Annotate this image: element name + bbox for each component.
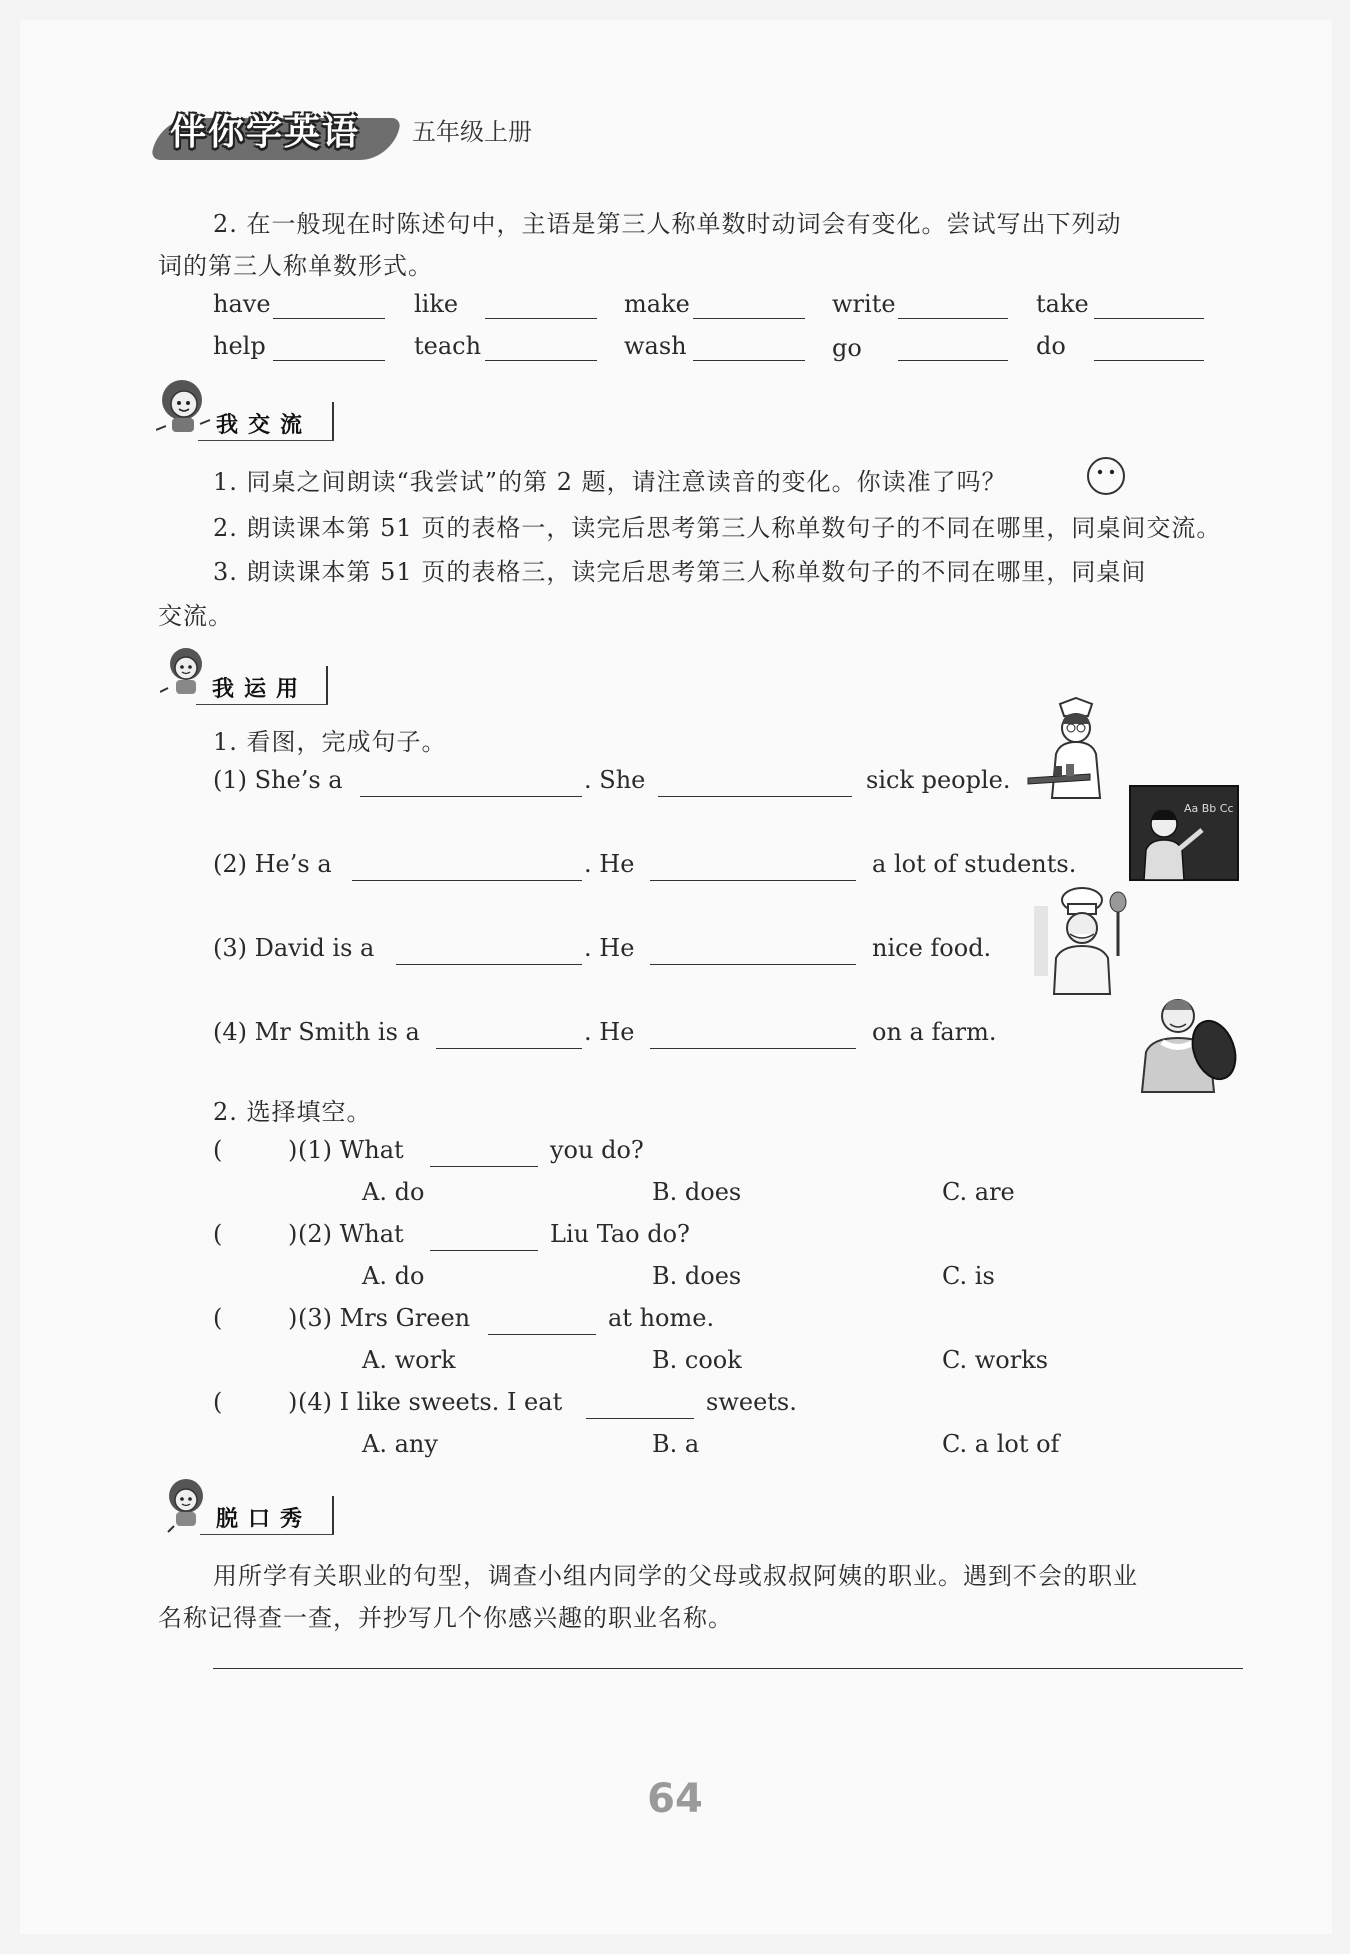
girl-mascot-icon	[160, 644, 210, 702]
q2-item2-option-b[interactable]: B. does	[652, 1262, 742, 1290]
q2-item1-option-c[interactable]: C. are	[942, 1178, 1015, 1206]
word-have: have	[213, 290, 271, 318]
answer-paren-close: )	[288, 1136, 298, 1164]
teacher-illustration-icon	[1128, 784, 1240, 882]
q1-row2-prefix: (2) He’s a	[213, 850, 332, 878]
answer-blank[interactable]	[436, 1048, 582, 1049]
answer-blank[interactable]	[430, 1166, 538, 1167]
answer-blank[interactable]	[273, 360, 385, 361]
heading-divider	[326, 666, 328, 704]
try-q2-line2: 词的第三人称单数形式。	[158, 252, 433, 280]
answer-paren-close: )	[288, 1388, 298, 1416]
smiley-face-icon	[1086, 456, 1126, 496]
answer-blank[interactable]	[658, 796, 852, 797]
answer-blank[interactable]	[1094, 360, 1204, 361]
answer-blank[interactable]	[485, 360, 597, 361]
section-heading-apply: 我运用	[212, 677, 309, 702]
answer-paren-close: )	[288, 1304, 298, 1332]
cook-illustration-icon	[1032, 886, 1136, 996]
q2-item3-stem-end: at home.	[608, 1304, 715, 1332]
heading-divider	[332, 1496, 334, 1534]
answer-blank[interactable]	[360, 796, 582, 797]
q2-item3-stem: (3) Mrs Green	[298, 1304, 471, 1332]
q2-item2-stem-end: Liu Tao do?	[550, 1220, 690, 1248]
word-make: make	[624, 290, 690, 318]
communicate-item-2: 2. 朗读课本第 51 页的表格一，读完后思考第三人称单数句子的不同在哪里，同桌间交流。	[213, 514, 1222, 542]
answer-blank[interactable]	[650, 964, 856, 965]
answer-blank[interactable]	[693, 360, 805, 361]
q2-item3-option-a[interactable]: A. work	[362, 1346, 456, 1374]
apply-q1-title: 1. 看图，完成句子。	[213, 728, 447, 756]
board-text: Aa Bb Cc	[1184, 802, 1234, 815]
answer-blank[interactable]	[650, 1048, 856, 1049]
q1-row4-mid: . He	[584, 1018, 635, 1046]
try-q2-line1: 2. 在一般现在时陈述句中，主语是第三人称单数时动词会有变化。尝试写出下列动	[213, 210, 1122, 238]
answer-blank[interactable]	[430, 1250, 538, 1251]
answer-paren-open[interactable]: (	[213, 1220, 223, 1248]
q2-item1-stem-end: you do?	[550, 1136, 644, 1164]
q1-row1-prefix: (1) She’s a	[213, 766, 343, 794]
answer-blank[interactable]	[898, 318, 1008, 319]
answer-blank[interactable]	[1094, 318, 1204, 319]
answer-blank[interactable]	[650, 880, 856, 881]
section-heading-communicate: 我交流	[216, 413, 313, 438]
nurse-illustration-icon	[1026, 694, 1126, 802]
word-wash: wash	[624, 332, 687, 360]
q1-row2-mid: . He	[584, 850, 635, 878]
word-go: go	[832, 334, 862, 362]
answer-blank[interactable]	[396, 964, 582, 965]
q2-item4-option-a[interactable]: A. any	[362, 1430, 438, 1458]
q2-item2-option-a[interactable]: A. do	[362, 1262, 425, 1290]
word-help: help	[213, 332, 266, 360]
section-heading-show: 脱口秀	[216, 1507, 313, 1532]
heading-underline	[196, 704, 328, 705]
q1-row3-suffix: nice food.	[872, 934, 992, 962]
apply-q2-title: 2. 选择填空。	[213, 1098, 372, 1126]
q2-item4-option-b[interactable]: B. a	[652, 1430, 700, 1458]
answer-paren-open[interactable]: (	[213, 1304, 223, 1332]
word-teach: teach	[414, 332, 482, 360]
communicate-item-1: 1. 同桌之间朗读“我尝试”的第 2 题，请注意读音的变化。你读准了吗？	[213, 468, 1007, 496]
word-like: like	[414, 290, 459, 318]
brand-title: 伴你学英语	[170, 112, 361, 153]
answer-blank[interactable]	[488, 1334, 596, 1335]
q2-item4-option-c[interactable]: C. a lot of	[942, 1430, 1060, 1458]
answer-blank[interactable]	[693, 318, 805, 319]
show-text-line1: 用所学有关职业的句型，调查小组内同学的父母或叔叔阿姨的职业。遇到不会的职业	[213, 1562, 1138, 1590]
q1-row3-mid: . He	[584, 934, 635, 962]
heading-divider	[332, 402, 334, 440]
q1-row3-prefix: (3) David is a	[213, 934, 375, 962]
q2-item3-option-c[interactable]: C. works	[942, 1346, 1049, 1374]
page-number: 64	[647, 1776, 703, 1822]
writing-line[interactable]	[213, 1668, 1243, 1669]
q2-item3-option-b[interactable]: B. cook	[652, 1346, 742, 1374]
q1-row2-suffix: a lot of students.	[872, 850, 1077, 878]
answer-blank[interactable]	[586, 1418, 694, 1419]
q2-item2-stem: (2) What	[298, 1220, 404, 1248]
q1-row1-suffix: sick people.	[866, 766, 1011, 794]
q1-row4-suffix: on a farm.	[872, 1018, 997, 1046]
answer-blank[interactable]	[898, 360, 1008, 361]
answer-paren-close: )	[288, 1220, 298, 1248]
q2-item2-option-c[interactable]: C. is	[942, 1262, 995, 1290]
heading-underline	[200, 1534, 334, 1535]
grade-label: 五年级上册	[412, 118, 532, 146]
communicate-item-3-cont: 交流。	[158, 602, 233, 630]
answer-blank[interactable]	[352, 880, 582, 881]
q2-item1-option-b[interactable]: B. does	[652, 1178, 742, 1206]
boy-mascot-icon	[156, 376, 212, 438]
word-take: take	[1036, 290, 1089, 318]
word-do: do	[1036, 332, 1066, 360]
girl-mascot-icon	[160, 1474, 210, 1534]
farmer-illustration-icon	[1134, 990, 1240, 1094]
answer-paren-open[interactable]: (	[213, 1136, 223, 1164]
show-text-line2: 名称记得查一查，并抄写几个你感兴趣的职业名称。	[158, 1604, 733, 1632]
q1-row1-mid: . She	[584, 766, 646, 794]
communicate-item-3: 3. 朗读课本第 51 页的表格三，读完后思考第三人称单数句子的不同在哪里，同桌间	[213, 558, 1147, 586]
heading-underline	[198, 440, 334, 441]
q2-item4-stem-end: sweets.	[706, 1388, 797, 1416]
answer-blank[interactable]	[485, 318, 597, 319]
q1-row4-prefix: (4) Mr Smith is a	[213, 1018, 420, 1046]
answer-paren-open[interactable]: (	[213, 1388, 223, 1416]
q2-item1-option-a[interactable]: A. do	[362, 1178, 425, 1206]
word-write: write	[832, 290, 896, 318]
answer-blank[interactable]	[273, 318, 385, 319]
q2-item1-stem: (1) What	[298, 1136, 404, 1164]
q2-item4-stem: (4) I like sweets. I eat	[298, 1388, 563, 1416]
